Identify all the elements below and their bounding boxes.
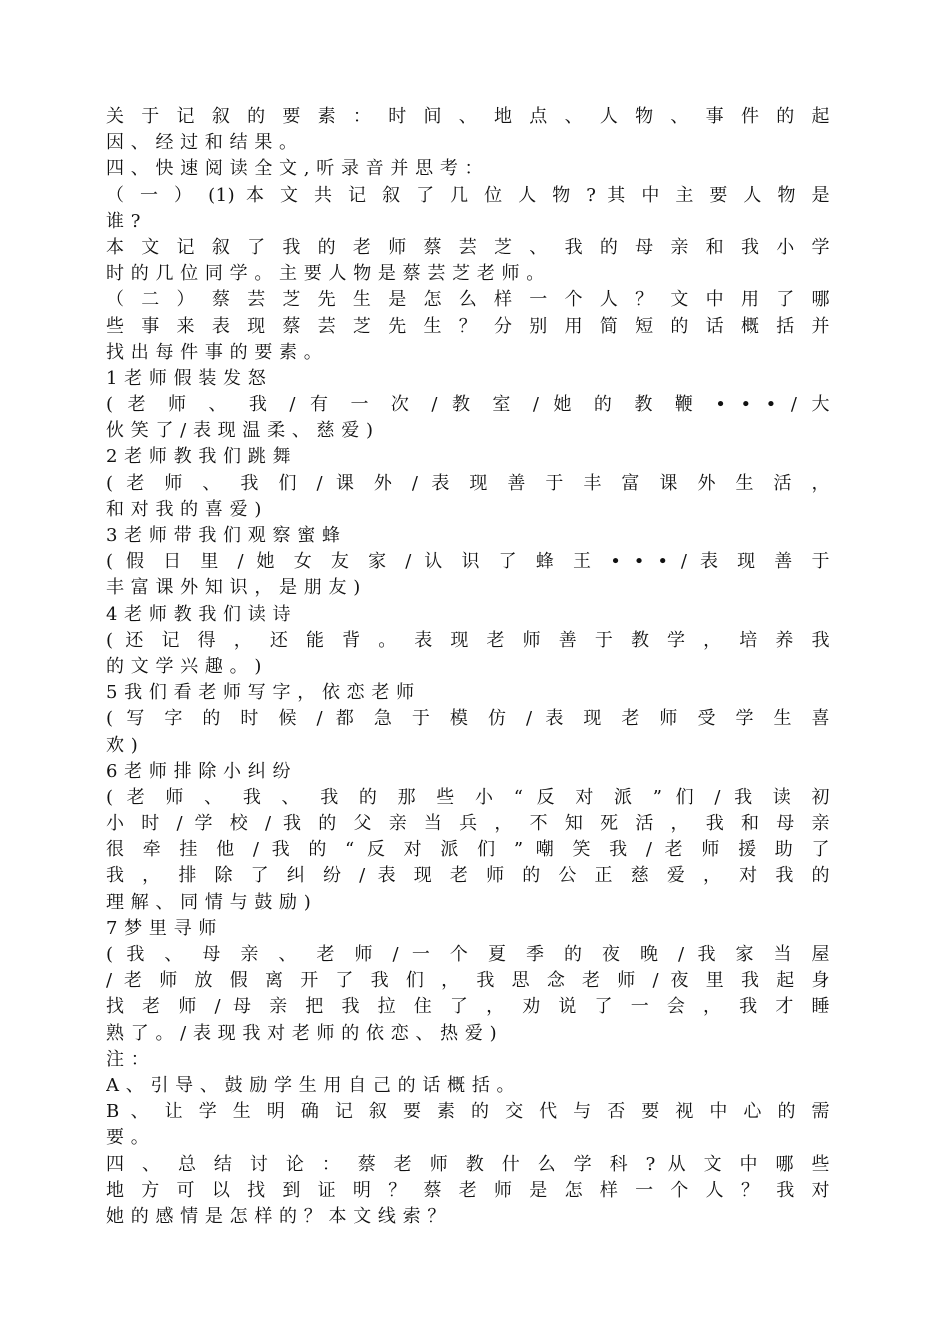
- text-line: （ 一 ） (1) 本 文 共 记 叙 了 几 位 人 物 ? 其 中 主 要 人 物 是: [106, 184, 830, 206]
- text-line: ( 老 师 、 我 们 / 课 外 / 表 现 善 于 丰 富 课 外 生 活 ，: [106, 472, 830, 494]
- text-line: 关 于 记 叙 的 要 素 ： 时 间 、 地 点 、 人 物 、 事 件 的 起: [106, 106, 830, 127]
- text-line: 4 老 师 教 我 们 读 诗: [106, 603, 292, 625]
- text-line: ( 写 字 的 时 候 / 都 急 于 模 仿 / 表 现 老 师 受 学 生 喜: [106, 708, 830, 730]
- text-line: 2 老 师 教 我 们 跳 舞: [106, 446, 292, 468]
- document-body: [106, 104, 830, 1230]
- text-line: 和 对 我 的 喜 爱 ): [106, 498, 262, 520]
- text-line: 小 时 / 学 校 / 我 的 父 亲 当 兵 ， 不 知 死 活 ， 我 和 母 亲: [106, 813, 830, 835]
- text-line: 四 、 快 速 阅 读 全 文 , 听 录 音 并 思 考 ：: [106, 158, 484, 180]
- text-line: 地 方 可 以 找 到 证 明 ？ 蔡 老 师 是 怎 样 一 个 人 ？ 我 对: [106, 1179, 830, 1201]
- text-line: B 、 让 学 生 明 确 记 叙 要 素 的 交 代 与 否 要 视 中 心 的 需: [106, 1101, 830, 1123]
- text-line: 丰 富 课 外 知 识 ， 是 朋 友 ): [106, 577, 361, 599]
- text-line: 她 的 感 情 是 怎 样 的 ？ 本 文 线 索 ？: [106, 1205, 446, 1227]
- text-line: 时 的 几 位 同 学 。 主 要 人 物 是 蔡 芸 芝 老 师 。: [106, 263, 545, 285]
- text-line: 7 梦 里 寻 师: [106, 917, 217, 939]
- text-line: 的 文 学 兴 趣 。 ): [106, 655, 262, 677]
- text-line: 我 ， 排 除 了 纠 纷 / 表 现 老 师 的 公 正 慈 爱 ， 对 我 的: [106, 865, 830, 887]
- text-line: 欢 ): [106, 734, 139, 756]
- text-line: 1 老 师 假 装 发 怒: [106, 367, 267, 389]
- text-line: 注 ：: [106, 1048, 150, 1070]
- text-line: 6 老 师 排 除 小 纠 纷: [106, 760, 292, 782]
- text-line: 些 事 来 表 现 蔡 芸 芝 先 生 ？ 分 别 用 简 短 的 话 概 括 并: [106, 315, 830, 337]
- text-line: 找 出 每 件 事 的 要 素 。: [106, 341, 323, 363]
- text-line: ( 老 师 、 我 / 有 一 次 / 教 室 / 她 的 教 鞭 • • • / 大: [106, 394, 830, 416]
- text-line: ( 假 日 里 / 她 女 友 家 / 认 识 了 蜂 王 • • • / 表 现 善 于: [106, 551, 830, 573]
- text-line: 找 老 师 / 母 亲 把 我 拉 住 了 ， 劝 说 了 一 会 ， 我 才 睡: [106, 996, 830, 1018]
- text-line: 谁 ?: [106, 210, 141, 232]
- text-line: ( 老 师 、 我 、 我 的 那 些 小 “ 反 对 派 ” 们 / 我 读 初: [106, 786, 830, 808]
- text-line: 本 文 记 叙 了 我 的 老 师 蔡 芸 芝 、 我 的 母 亲 和 我 小 学: [106, 236, 830, 258]
- text-line: 理 解 、 同 情 与 鼓 励 ): [106, 891, 312, 913]
- text-line: 很 牵 挂 他 / 我 的 “ 反 对 派 们 ” 嘲 笑 我 / 老 师 援 助 了: [106, 839, 830, 861]
- text-line: / 老 师 放 假 离 开 了 我 们 ， 我 思 念 老 师 / 夜 里 我 起 身: [106, 970, 830, 992]
- text-line: 熟 了 。 / 表 现 我 对 老 师 的 依 恋 、 热 爱 ): [106, 1022, 498, 1044]
- text-line: 伙 笑 了 / 表 现 温 柔 、 慈 爱 ): [106, 420, 374, 442]
- text-line: ( 我 、 母 亲 、 老 师 / 一 个 夏 季 的 夜 晚 / 我 家 当 屋: [106, 944, 830, 965]
- text-line: 5 我 们 看 老 师 写 字 ， 依 恋 老 师: [106, 682, 415, 704]
- text-line: 3 老 师 带 我 们 观 察 蜜 蜂: [106, 525, 341, 546]
- text-line: （ 二 ） 蔡 芸 芝 先 生 是 怎 么 样 一 个 人 ？ 文 中 用 了 哪: [106, 289, 830, 311]
- text-line: 四 、 总 结 讨 论 ： 蔡 老 师 教 什 么 学 科 ? 从 文 中 哪 些: [106, 1153, 830, 1175]
- text-line: ( 还 记 得 ， 还 能 背 。 表 现 老 师 善 于 教 学 ， 培 养 我: [106, 629, 830, 651]
- text-line: 因 、 经 过 和 结 果 。: [106, 132, 298, 154]
- text-line: 要 。: [106, 1127, 150, 1149]
- text-line: A 、 引 导 、 鼓 励 学 生 用 自 己 的 话 概 括 。: [106, 1074, 516, 1096]
